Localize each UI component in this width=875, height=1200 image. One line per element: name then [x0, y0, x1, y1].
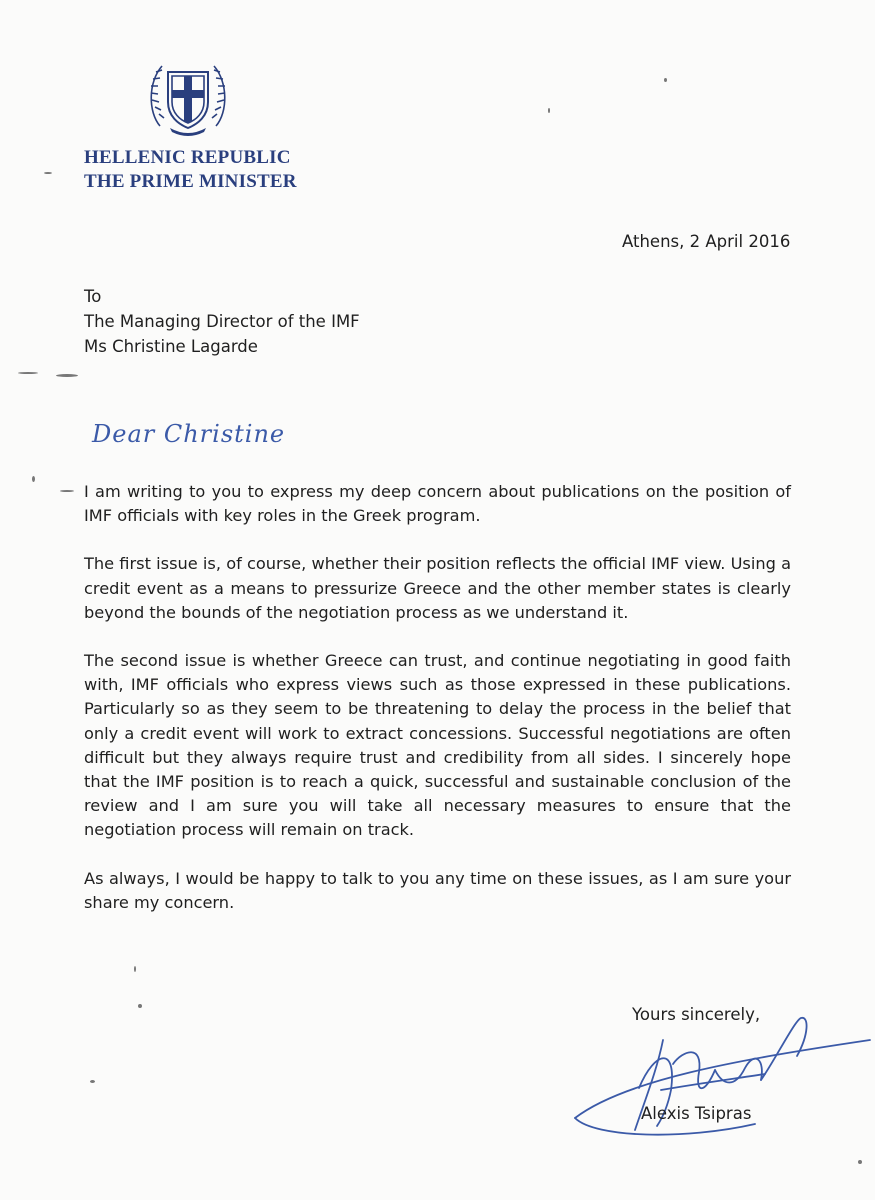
letter-body: [84, 480, 791, 939]
scan-speck: [134, 966, 136, 972]
letterhead-line-2: THE PRIME MINISTER: [84, 171, 297, 192]
scan-speck: [90, 1080, 95, 1083]
letterhead-line-1: HELLENIC REPUBLIC: [84, 147, 291, 168]
letterhead-title: [84, 146, 297, 194]
scan-speck: [548, 108, 550, 113]
body-paragraph: The first issue is, of course, whether their position reflects the official IMF view. Using a credit event as a means to pressurize Greece and the other member states is clearly beyond the bounds of the negotiation process as we understand it.: [84, 554, 791, 622]
scan-speck: [60, 490, 74, 492]
body-paragraph: I am writing to you to express my deep concern about publications on the position of IMF officials with key roles in the Greek program.: [84, 482, 791, 526]
closing: Yours sincerely,: [632, 1005, 761, 1024]
scan-speck: [32, 476, 35, 482]
scan-speck: [44, 172, 52, 174]
signer-name: Alexis Tsipras: [641, 1104, 752, 1123]
letter-date: Athens, 2 April 2016: [622, 232, 791, 251]
letterhead: [0, 0, 875, 200]
recipient-block: [84, 284, 360, 359]
body-paragraph: The second issue is whether Greece can trust, and continue negotiating in good faith with, IMF officials who express views such as those expressed in these publications. Particularly so as they seem to be threatening to delay the process in the belief that only a credit event will work to extract concessions. Successful negotiations are often difficult but they always require trust and credibility from all sides. I sincerely hope that the IMF position is to reach a quick, successful and sustainable conclusion of the review and I am sure you will take all necessary measures to ensure that the negotiation process will remain on track.: [84, 651, 791, 840]
scan-speck: [138, 1004, 142, 1008]
recipient-title: The Managing Director of the IMF: [84, 312, 360, 331]
scan-speck: [664, 78, 667, 82]
recipient-name: Ms Christine Lagarde: [84, 337, 258, 356]
handwritten-signature: [565, 1010, 875, 1160]
body-paragraph: As always, I would be happy to talk to you any time on these issues, as I am sure your share my concern.: [84, 868, 791, 912]
handwritten-salutation: Dear Christine: [92, 420, 286, 448]
scan-speck: [56, 374, 78, 377]
scan-speck: [18, 372, 38, 374]
scan-speck: [858, 1160, 862, 1164]
greek-coat-of-arms-emblem: [140, 48, 236, 144]
recipient-to: To: [84, 287, 102, 306]
